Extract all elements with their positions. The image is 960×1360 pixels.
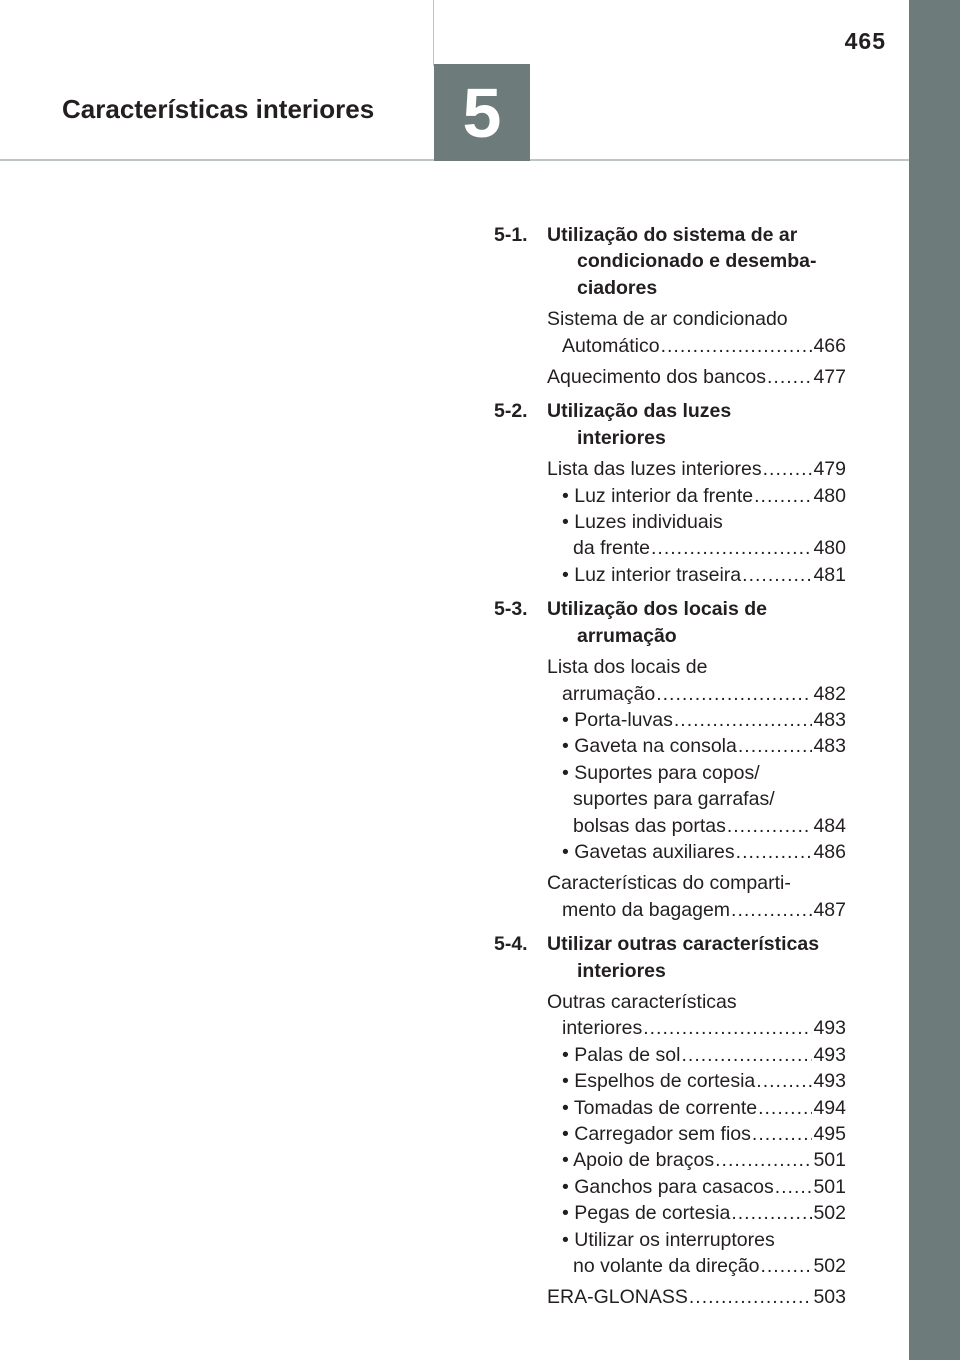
toc-subentry[interactable]: • Suportes para copos/ suportes para garrafas/ bolsas das portas ..... 484 [490,760,846,839]
page-ref: 482 [813,682,846,705]
page-ref: 481 [813,563,846,586]
section-number: 5-1. [494,224,528,246]
page-ref: 480 [813,537,846,560]
table-of-contents [490,222,846,1315]
chapter-title: Características interiores [62,94,375,124]
page-ref: 501 [813,1175,846,1198]
page-ref: 484 [813,814,846,837]
page-ref: 495 [813,1123,846,1145]
entry-leader-line: Automático ..... 466 [547,333,846,359]
page-ref: 503 [813,1286,846,1309]
section-title: Utilização dos locais de arrumação [547,598,767,647]
toc-subentry[interactable]: • Apoio de braços ..... 501 [490,1147,846,1173]
page-ref: 480 [813,484,846,507]
page-ref: 502 [813,1202,846,1225]
page-ref: 466 [813,334,846,357]
toc-subentry[interactable]: • Pegas de cortesia ..... 502 [490,1200,846,1226]
toc-subentry[interactable]: • Ganchos para casacos ..... 501 [490,1174,846,1200]
toc-section-5-3 [490,596,846,923]
toc-entry[interactable] [490,364,846,390]
toc-subentry[interactable]: • Tomadas de corrente ..... 494 [490,1095,846,1121]
page-ref: 487 [813,898,846,921]
section-number: 5-3. [494,598,528,621]
page-ref: 502 [813,1255,846,1278]
toc-subentry[interactable]: • Palas de sol ..... 493 [490,1042,846,1068]
toc-subentry[interactable]: • Porta-luvas ..... 483 [490,707,846,733]
toc-entry[interactable] [490,456,846,482]
page-ref: 493 [813,1043,846,1066]
section-heading[interactable] [490,398,846,451]
toc-subentry[interactable]: • Luz interior da frente ..... 480 [490,483,846,509]
entry-leader-line: Lista das luzes interiores ..... 479 [547,456,846,482]
toc-entry[interactable]: Outras características interiores ..... 493 [490,989,846,1042]
page-ref: 477 [813,366,846,389]
page-ref: 494 [813,1096,846,1119]
toc-subentry[interactable]: • Carregador sem fios ..... 495 [490,1121,846,1147]
side-chapter-tab [909,0,960,1360]
toc-entry[interactable]: ERA-GLONASS ..... 503 [490,1284,846,1310]
page-ref: 483 [813,735,846,758]
toc-subentry[interactable]: • Gavetas auxiliares ..... 486 [490,839,846,865]
page-ref: 483 [813,708,846,731]
toc-subentry[interactable]: • Luz interior traseira ..... 481 [490,562,846,588]
page-ref: 493 [813,1017,846,1040]
toc-entry[interactable]: Lista dos locais de arrumação ..... 482 [490,654,846,707]
page-ref: 486 [813,840,846,863]
page-ref: 501 [813,1149,846,1172]
toc-subentry[interactable]: • Luzes individuais da frente ..... 480 [490,509,846,562]
section-heading[interactable] [490,222,846,301]
section-heading[interactable] [490,596,846,649]
toc-section-5-4 [490,931,846,1311]
header-divider [433,0,434,66]
page-ref: 493 [813,1070,846,1093]
section-title: Utilização do sistema de ar condicionado e desemba- ciadores [547,224,817,299]
page-ref: 479 [813,458,846,481]
section-heading[interactable] [490,931,846,984]
section-title: Utilização das luzes interiores [547,400,732,449]
toc-entry[interactable] [490,306,846,359]
section-number: 5-4. [494,933,528,956]
toc-section-5-2 [490,398,846,588]
section-title: Utilizar outras características interiores [547,933,820,982]
toc-entry[interactable]: Características do comparti- mento da bagagem ..... 487 [490,870,846,923]
toc-subentry[interactable]: • Gaveta na consola ..... 483 [490,733,846,759]
toc-section-5-1 [490,222,846,390]
entry-text: Sistema de ar condicionado [547,308,788,331]
toc-subentry[interactable]: • Utilizar os interruptores no volante da direção ..... 502 [490,1227,846,1280]
toc-subentry[interactable]: • Espelhos de cortesia ..... 493 [490,1068,846,1094]
page-number: 465 [844,28,886,54]
section-number: 5-2. [494,400,528,423]
chapter-number: 5 [462,73,502,152]
entry-leader-line: Aquecimento dos bancos ..... 477 [547,364,846,390]
chapter-number-box [434,64,530,161]
